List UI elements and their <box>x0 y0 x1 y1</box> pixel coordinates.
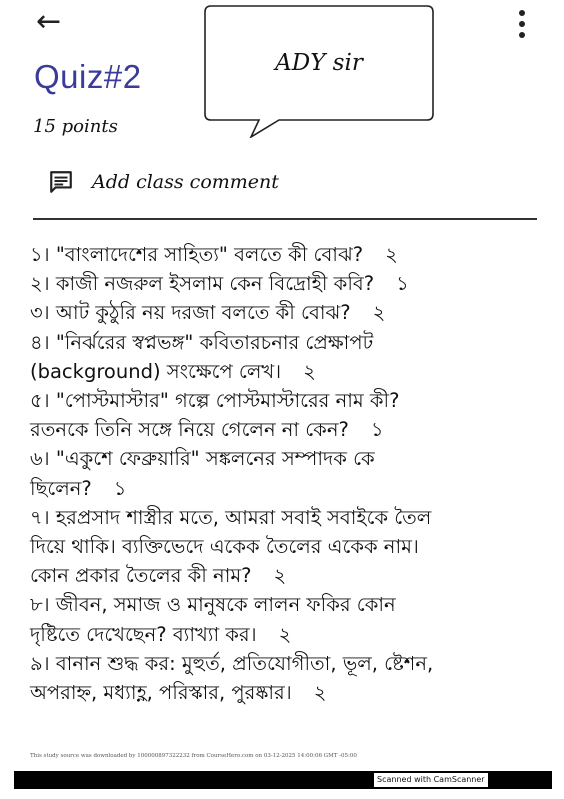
question-item <box>30 269 550 298</box>
question-line <box>30 415 550 444</box>
question-marks: ২ <box>278 622 292 646</box>
divider <box>33 218 537 220</box>
question-line <box>30 240 550 269</box>
question-line <box>30 269 550 298</box>
menu-dot <box>519 32 525 38</box>
speech-bubble <box>203 4 439 138</box>
points-label: 15 points <box>33 116 118 137</box>
question-marks: ২ <box>303 359 316 383</box>
question-marks: ১ <box>113 476 127 500</box>
question-marks: ১ <box>396 272 409 296</box>
question-text: ছিলেন? <box>30 476 92 500</box>
bubble-text: ADY sir <box>275 50 363 76</box>
question-marks: ২ <box>372 301 386 325</box>
question-line <box>30 357 550 386</box>
question-item <box>30 328 550 386</box>
question-line <box>30 649 550 678</box>
source-footer: This study source was downloaded by 100000897322232 from CourseHero.com on 03-12-2025 14:00:06 GMT -05:00 <box>30 753 357 759</box>
question-marks: ১ <box>370 418 384 442</box>
add-comment-label: Add class comment <box>92 171 279 193</box>
question-list <box>30 240 550 707</box>
more-vert-icon[interactable] <box>514 10 530 40</box>
question-item <box>30 298 550 327</box>
question-text: দিয়ে থাকি। ব্যক্তিভেদে একেক তৈলের একেক নাম। <box>30 535 419 559</box>
question-line <box>30 386 550 415</box>
question-text: (background) সংক্ষেপে লেখ। <box>30 359 282 383</box>
question-item <box>30 444 550 502</box>
question-marks: ২ <box>273 564 287 588</box>
question-line <box>30 328 550 357</box>
question-line <box>30 444 550 473</box>
menu-dot <box>519 10 525 16</box>
menu-dot <box>519 21 525 27</box>
question-text: রতনকে তিনি সঙ্গে নিয়ে গেলেন না কেন? <box>30 418 349 442</box>
question-text: ৩। আট কুঠুরি নয় দরজা বলতে কী বোঝ? <box>30 301 351 325</box>
question-line <box>30 503 550 532</box>
arrow-left-icon[interactable]: ← <box>36 4 62 39</box>
question-text: ১। "বাংলাদেশের সাহিত্য" বলতে কী বোঝ? <box>30 243 364 266</box>
bottom-bar <box>14 771 552 789</box>
question-text: ৯। বানান শুদ্ধ কর: মুহুর্ত, প্রতিযোগীতা, ভূল, ষ্টেশন, <box>30 651 434 675</box>
question-text: ২। কাজী নজরুল ইসলাম কেন বিদ্রোহী কবি? <box>30 272 375 296</box>
question-marks: ২ <box>385 243 398 266</box>
question-line <box>30 298 550 327</box>
question-line <box>30 532 550 561</box>
question-item <box>30 386 550 444</box>
question-marks: ২ <box>313 681 327 705</box>
question-text: ৪। "নির্ঝরের স্বপ্নভঙ্গ" কবিতারচনার প্রেক্ষাপট <box>30 330 374 354</box>
question-text: ৭। হরপ্রসাদ শাস্ত্রীর মতে, আমরা সবাই সবাইকে তৈল <box>30 505 432 529</box>
question-text: কোন প্রকার তৈলের কী নাম? <box>30 564 252 588</box>
question-item <box>30 503 550 591</box>
question-line <box>30 590 550 619</box>
question-text: অপরাহ্ন, মধ্যাহ্ণ, পরিস্কার, পুরষ্কার। <box>30 681 292 705</box>
question-item <box>30 649 550 707</box>
scanner-watermark: Scanned with CamScanner <box>374 773 488 787</box>
question-text: ৫। "পোস্টমাস্টার" গল্পে পোস্টমাস্টারের নাম কী? <box>30 389 400 413</box>
question-line <box>30 678 550 707</box>
question-line <box>30 474 550 503</box>
comment-icon <box>48 169 74 195</box>
question-text: ৮। জীবন, সমাজ ও মানুষকে লালন ফকির কোন <box>30 593 396 617</box>
question-text: দৃষ্টিতে দেখেছেন? ব্যাখ্যা কর। <box>30 622 257 646</box>
add-comment-button[interactable] <box>48 168 279 196</box>
question-line <box>30 620 550 649</box>
page-title: Quiz#2 <box>34 58 142 95</box>
question-line <box>30 561 550 590</box>
question-item <box>30 590 550 648</box>
question-item <box>30 240 550 269</box>
question-text: ৬। "একুশে ফেব্রুয়ারি" সঙ্কলনের সম্পাদক কে <box>30 447 375 471</box>
